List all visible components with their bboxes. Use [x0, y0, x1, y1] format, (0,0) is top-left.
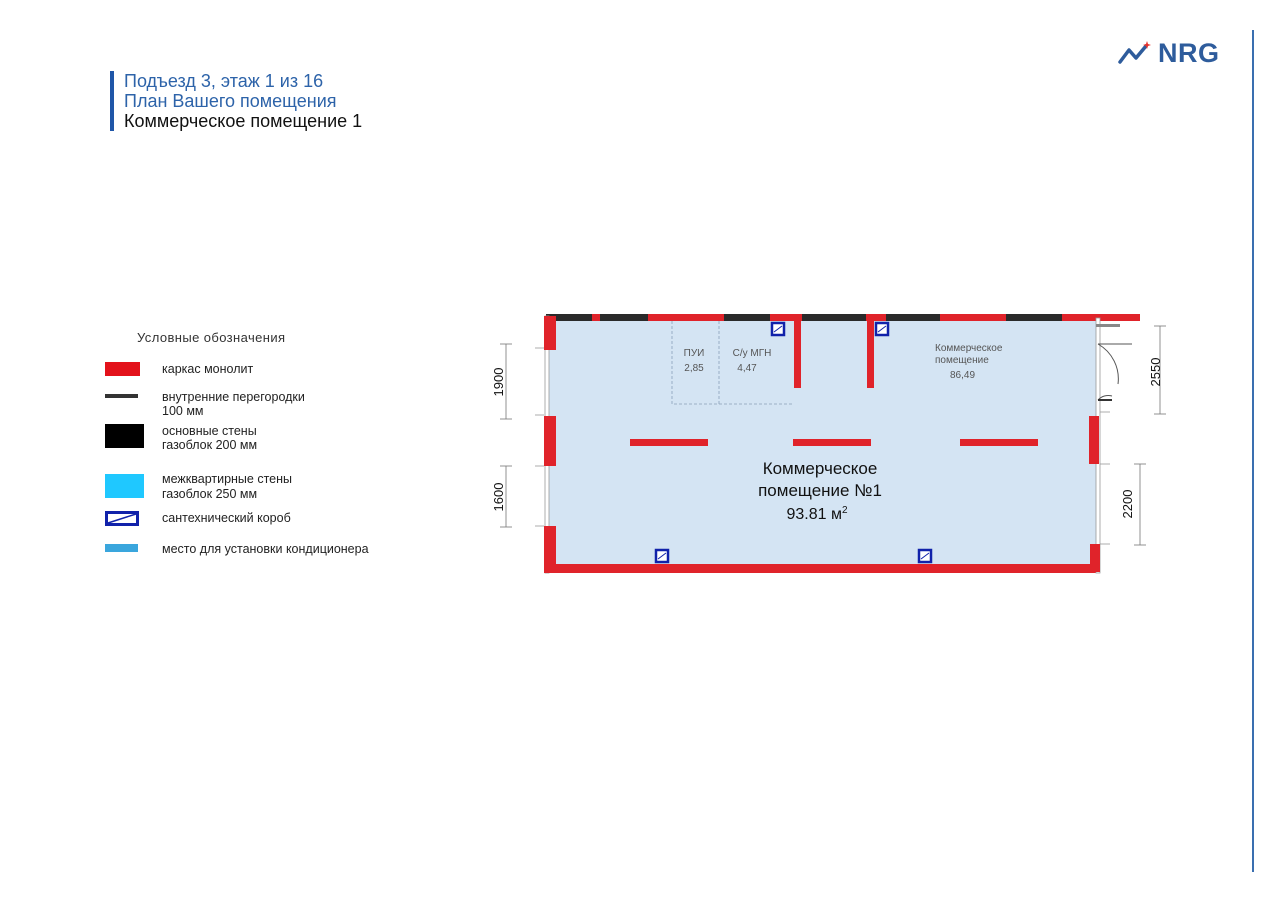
legend-label: основные стены	[162, 424, 257, 438]
monolith-column	[648, 314, 724, 321]
entrance-floor-line: Подъезд 3, этаж 1 из 16	[124, 71, 324, 91]
legend-sublabel: газоблок 200 мм	[162, 438, 258, 452]
logo-mark-icon	[1118, 40, 1154, 66]
logo-text: NRG	[1158, 37, 1220, 68]
beam	[960, 439, 1038, 446]
legend-sublabel: 100 мм	[162, 404, 204, 418]
nrg-logo	[1118, 38, 1220, 68]
legend-label: каркас монолит	[162, 362, 254, 376]
interapartment-swatch	[105, 474, 144, 498]
top-wall	[546, 314, 1140, 321]
dimension-left-bottom	[491, 466, 544, 527]
sanitary-shaft-icon	[656, 550, 668, 562]
page-header	[110, 71, 362, 131]
room-area-wc: 4,47	[737, 363, 757, 374]
legend-title: Условные обозначения	[137, 330, 286, 345]
dimension-label: 1600	[491, 482, 506, 512]
beam	[793, 439, 871, 446]
dimension-left-top	[491, 344, 544, 419]
sanitary-shaft-icon	[876, 323, 888, 335]
main-room-area: 93.81 $м^2$	[786, 505, 848, 523]
floor-plan	[480, 300, 1180, 590]
legend-label: внутренние перегородки	[162, 390, 305, 404]
partition-swatch	[105, 394, 138, 398]
main-room-label-2: помещение №1	[758, 481, 882, 500]
room-name-commercial-2: помещение	[935, 355, 989, 366]
legend-sublabel: газоблок 250 мм	[162, 487, 258, 501]
main-walls-swatch	[105, 424, 144, 448]
interior-wall	[867, 318, 874, 388]
bottom-wall	[544, 564, 1100, 573]
legend-label: место для установки кондиционера	[162, 542, 369, 556]
main-room-label-1: Коммерческое	[762, 459, 878, 478]
entrance-door	[1096, 324, 1132, 400]
beam	[630, 439, 708, 446]
legend-label: сантехнический короб	[162, 511, 291, 525]
room-area-pui: 2,85	[684, 363, 704, 374]
ac-swatch	[105, 544, 138, 552]
interior-wall	[794, 318, 801, 388]
room-name-wc: С/у МГН	[732, 348, 772, 359]
dimension-right-bottom	[1100, 464, 1146, 545]
sanitary-shaft-icon	[772, 323, 784, 335]
dimension-label: 1900	[491, 367, 506, 397]
room-name-pui: ПУИ	[683, 348, 705, 359]
shaft-swatch-icon	[105, 511, 139, 526]
room-name-commercial-1: Коммерческое	[935, 343, 1003, 354]
page-title: Коммерческое помещение 1	[124, 111, 363, 131]
monolith-swatch	[105, 362, 140, 376]
legend-label: межквартирные стены	[162, 472, 293, 486]
plan-subtitle: План Вашего помещения	[124, 91, 337, 111]
dimension-label: 2550	[1148, 357, 1163, 387]
room-area-commercial: 86,49	[950, 370, 976, 381]
dimension-label: 2200	[1120, 489, 1135, 519]
sanitary-shaft-icon	[919, 550, 931, 562]
right-border-rule	[1252, 30, 1254, 872]
